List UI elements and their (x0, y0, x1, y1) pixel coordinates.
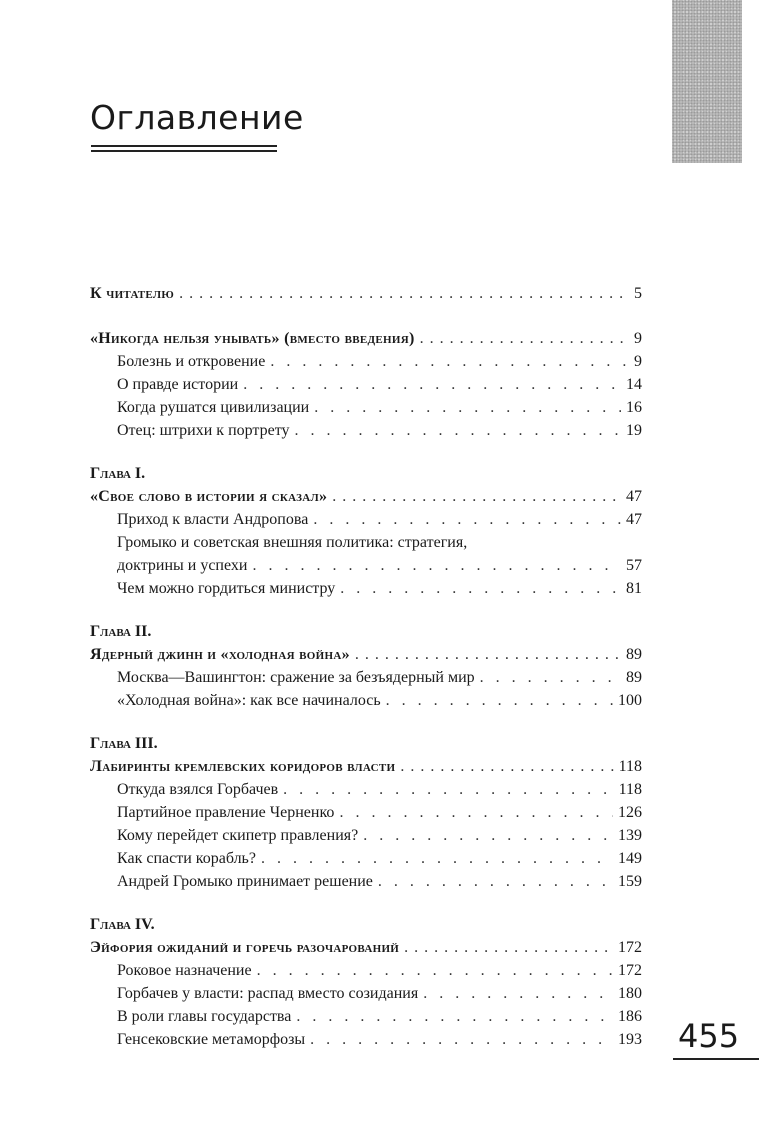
toc-entry-intro[interactable] (90, 282, 642, 305)
toc-entry-label: Лабиринты кремлевских коридоров власти (90, 758, 396, 775)
toc-entry-page: 180 (618, 985, 642, 1002)
chapter-heading: Глава III. (90, 735, 158, 752)
page-title: Оглавление (90, 98, 304, 137)
toc-entry-page: 19 (626, 422, 642, 439)
toc-subentry[interactable] (90, 801, 642, 824)
toc-entry-label: Генсековские метаморфозы (117, 1031, 306, 1048)
dot-leader (400, 755, 613, 778)
toc-entry-label: Кому перейдет скипетр правления? (117, 827, 359, 844)
toc-entry-page: 47 (626, 488, 642, 505)
toc-entry-label: В роли главы государства (117, 1008, 292, 1025)
chapter-heading: Глава II. (90, 623, 152, 640)
toc-subentry[interactable] (90, 419, 642, 442)
toc-entry-label: Отец: штрихи к портрету (117, 422, 290, 439)
toc-entry-chapter[interactable] (90, 936, 642, 959)
toc-subentry[interactable] (90, 508, 642, 531)
table-of-contents (90, 282, 642, 1051)
toc-entry-page: 118 (618, 758, 642, 775)
toc-entry-page: 193 (618, 1031, 642, 1048)
dot-leader (243, 373, 621, 396)
toc-subentry[interactable] (90, 870, 642, 893)
toc-entry-page: 81 (626, 580, 642, 597)
toc-entry-label: Когда рушатся цивилизации (117, 399, 310, 416)
toc-subentry-wrapped-line[interactable]: Громыко и советская внешняя политика: стратегия, (117, 534, 468, 551)
toc-entry-page: 89 (626, 669, 642, 686)
toc-entry-page: 47 (626, 511, 642, 528)
toc-entry-page: 16 (626, 399, 642, 416)
toc-entry-chapter[interactable] (90, 755, 642, 778)
toc-entry-page: 139 (618, 827, 642, 844)
toc-entry-page: 9 (634, 353, 642, 370)
toc-entry-label: Эйфория ожиданий и горечь разочарований (90, 939, 400, 956)
toc-entry-page: 57 (626, 557, 642, 574)
toc-entry-label: «Свое слово в истории я сказал» (90, 488, 328, 505)
dot-leader (480, 666, 621, 689)
toc-entry-label: Чем можно гордиться министру (117, 580, 336, 597)
toc-entry-page: 118 (618, 781, 642, 798)
dot-leader (179, 282, 629, 305)
toc-subentry[interactable] (90, 689, 642, 712)
corner-thumb-tab (672, 0, 742, 163)
toc-entry-label: Откуда взялся Горбачев (117, 781, 279, 798)
toc-entry-page: 149 (618, 850, 642, 867)
toc-subentry[interactable] (90, 373, 642, 396)
toc-subentry[interactable] (90, 666, 642, 689)
dot-leader (294, 419, 621, 442)
toc-entry-page: 89 (626, 646, 642, 663)
toc-entry-label: К читателю (90, 285, 175, 302)
dot-leader (332, 485, 621, 508)
dot-leader (270, 350, 629, 373)
toc-entry-page: 9 (634, 330, 642, 347)
toc-entry-label: Горбачев у власти: распад вместо созидания (117, 985, 419, 1002)
toc-entry-label: Ядерный джинн и «холодная война» (90, 646, 350, 663)
chapter-heading: Глава I. (90, 465, 146, 482)
title-underline (91, 150, 277, 152)
toc-entry-label: О правде истории (117, 376, 239, 393)
dot-leader (283, 778, 613, 801)
dot-leader (314, 396, 621, 419)
toc-entry-label: Приход к власти Андропова (117, 511, 309, 528)
toc-entry-label: «Никогда нельзя унывать» (вместо введения) (90, 330, 415, 347)
dot-leader (261, 847, 613, 870)
dot-leader (363, 824, 613, 847)
dot-leader (339, 801, 613, 824)
toc-subentry[interactable] (90, 1005, 642, 1028)
dot-leader (296, 1005, 613, 1028)
title-underline (91, 145, 277, 147)
page-number: 455 (678, 1017, 740, 1055)
toc-entry-page: 172 (618, 939, 642, 956)
toc-subentry[interactable] (90, 824, 642, 847)
dot-leader (310, 1028, 613, 1051)
toc-entry-label: Москва—Вашингтон: сражение за безъядерный мир (117, 669, 475, 686)
toc-subentry[interactable] (90, 847, 642, 870)
toc-entry-label: Как спасти корабль? (117, 850, 256, 867)
toc-subentry[interactable] (90, 396, 642, 419)
toc-entry-page: 159 (618, 873, 642, 890)
toc-entry-page: 14 (626, 376, 642, 393)
dot-leader (340, 577, 621, 600)
toc-entry-label: доктрины и успехи (117, 557, 248, 574)
dot-leader (386, 689, 613, 712)
chapter-heading: Глава IV. (90, 916, 155, 933)
dot-leader (355, 643, 621, 666)
toc-entry-chapter[interactable] (90, 643, 642, 666)
dot-leader (313, 508, 621, 531)
toc-entry-page: 100 (618, 692, 642, 709)
dot-leader (257, 959, 613, 982)
toc-entry-chapter[interactable] (90, 485, 642, 508)
dot-leader (404, 936, 613, 959)
toc-entry-label: Роковое назначение (117, 962, 252, 979)
dot-leader (423, 982, 613, 1005)
toc-subentry[interactable] (90, 577, 642, 600)
toc-subentry[interactable] (90, 778, 642, 801)
toc-entry-page: 5 (634, 285, 642, 302)
toc-entry-page: 186 (618, 1008, 642, 1025)
toc-entry-label: Андрей Громыко принимает решение (117, 873, 373, 890)
toc-entry-page: 126 (618, 804, 642, 821)
dot-leader (378, 870, 613, 893)
dot-leader (420, 327, 629, 350)
toc-entry-label: «Холодная война»: как все начиналось (117, 692, 381, 709)
toc-subentry[interactable] (90, 1028, 642, 1051)
toc-subentry[interactable] (90, 350, 642, 373)
toc-subentry[interactable] (90, 982, 642, 1005)
toc-entry-label: Болезнь и откровение (117, 353, 266, 370)
toc-entry-label: Партийное правление Черненко (117, 804, 335, 821)
toc-subentry[interactable] (90, 959, 642, 982)
page-number-rule (673, 1058, 759, 1060)
toc-entry-preface[interactable] (90, 327, 642, 350)
toc-subentry[interactable] (90, 554, 642, 577)
toc-entry-page: 172 (618, 962, 642, 979)
dot-leader (252, 554, 621, 577)
